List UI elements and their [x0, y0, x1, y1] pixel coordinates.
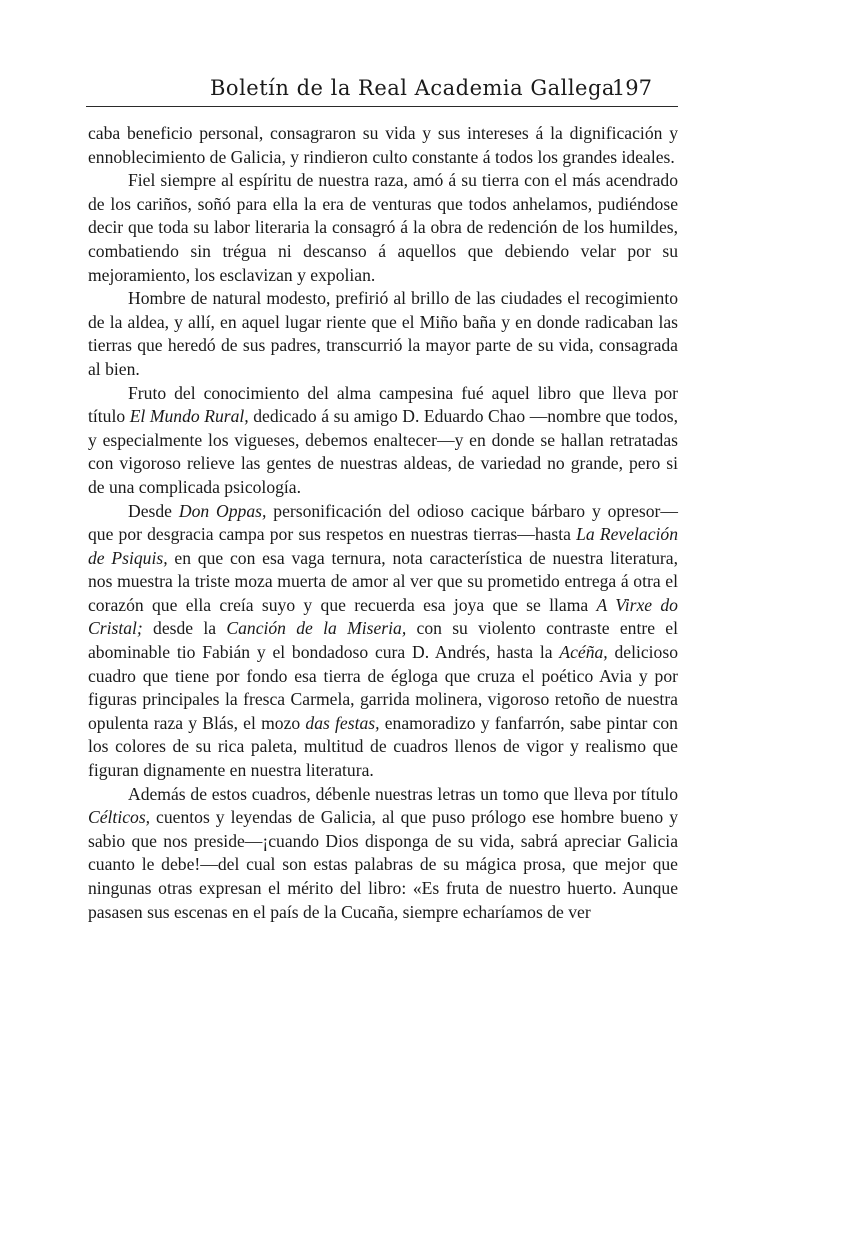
book-title: Célticos, [88, 807, 151, 828]
paragraph-text: Fruto del conocimiento del alma campesina fué aquel libro que lleva por título [88, 382, 678, 427]
book-title: El Mundo Rural, [129, 406, 249, 427]
paragraph [88, 783, 678, 925]
work-title: La Revelación de Psiquis, [88, 524, 678, 568]
paragraph-text: delicioso cuadro que tiene por fondo esa tierra de égloga que cruza el poético Avia y por figuras principales la fresca Carmela, garrida molinera, vigoroso retoño de nuestra opulenta raza y Blás, el mozo [88, 642, 678, 733]
work-title: A Virxe do Cristal; [88, 594, 678, 639]
paragraph-text: desde la [142, 618, 227, 639]
paragraph-text: Desde [128, 500, 179, 521]
paragraph-text: dedicado á su amigo D. Eduardo Chao —nombre que todos, y especialmente los vigueses, debemos enaltecer—y en donde se hallan retratadas con vigoroso relieve las gentes de nuestras aldeas, de variedad no grande, pero si de una complicada psicología. [88, 406, 679, 497]
foreign-phrase: das festas, [305, 712, 380, 733]
work-title: Canción de la Miseria, [226, 618, 407, 639]
paragraph [88, 122, 678, 169]
paragraph [88, 500, 678, 783]
paragraph-text: con su violento contraste entre el abominable tio Fabián y el bondadoso cura D. Andrés, hasta la [88, 618, 678, 663]
paragraph [88, 382, 678, 500]
work-title: Acéña, [559, 642, 608, 663]
paragraph [88, 287, 678, 381]
body-text [88, 122, 678, 924]
paragraph [88, 169, 678, 287]
paragraph-text: personificación del odioso cacique bárbaro y opresor—que por desgracia campa por sus respetos en nuestras tierras—hasta [88, 500, 678, 545]
page-header [86, 70, 678, 107]
paragraph-text: caba beneficio personal, consagraron su vida y sus intereses á la dignificación y ennoblecimiento de Galicia, y rindieron culto constante á todos los grandes ideales. [88, 123, 678, 167]
paragraph-text: Además de estos cuadros, débenle nuestras letras un tomo que lleva por título [128, 783, 678, 804]
paragraph-text: cuentos y leyendas de Galicia, al que puso prólogo ese hombre bueno y sabio que nos preside—¡cuando Dios disponga de su vida, sabrá apreciar Galicia cuanto le debe!—del cual son estas palabras de su mágica prosa, que mejor que ningunas otras expresan el mérito del libro: «Es fruta de nuestro huerto. Aunque pasasen sus escenas en el país de la Cucaña, siempre echaríamos de ver [88, 807, 678, 922]
work-title: Don Oppas, [178, 500, 267, 521]
page-number: 197 [611, 76, 652, 100]
paragraph-text: enamoradizo y fanfarrón, sabe pintar con los colores de su rica paleta, multitud de cuadros llenos de vigor y realismo que figuran dignamente en nuestra literatura. [88, 712, 678, 781]
paragraph-text: Fiel siempre al espíritu de nuestra raza, amó á su tierra con el más acendrado de los cariños, soñó para ella la era de venturas que todos anhelamos, pudiéndose decir que toda su labor literaria la consagró á la obra de redención de los humildes, combatiendo sin trégua ni descanso á aquellos que debiendo velar por su mejoramiento, los esclavizan y expolian. [88, 170, 678, 285]
paragraph-text: Hombre de natural modesto, prefirió al brillo de las ciudades el recogimiento de la aldea, y allí, en aquel lugar riente que el Miño baña y en donde radicaban las tierras que heredó de sus padres, transcurrió la mayor parte de su vida, consagrada al bien. [88, 288, 678, 379]
running-head: Boletín de la Real Academia Gallega [210, 76, 615, 100]
paragraph-text: en que con esa vaga ternura, nota característica de nuestra literatura, nos muestra la triste moza muerta de amor al ver que su prometido entrega á otra el corazón que ella creía suyo y que recuerda esa joya que se llama [88, 547, 678, 615]
